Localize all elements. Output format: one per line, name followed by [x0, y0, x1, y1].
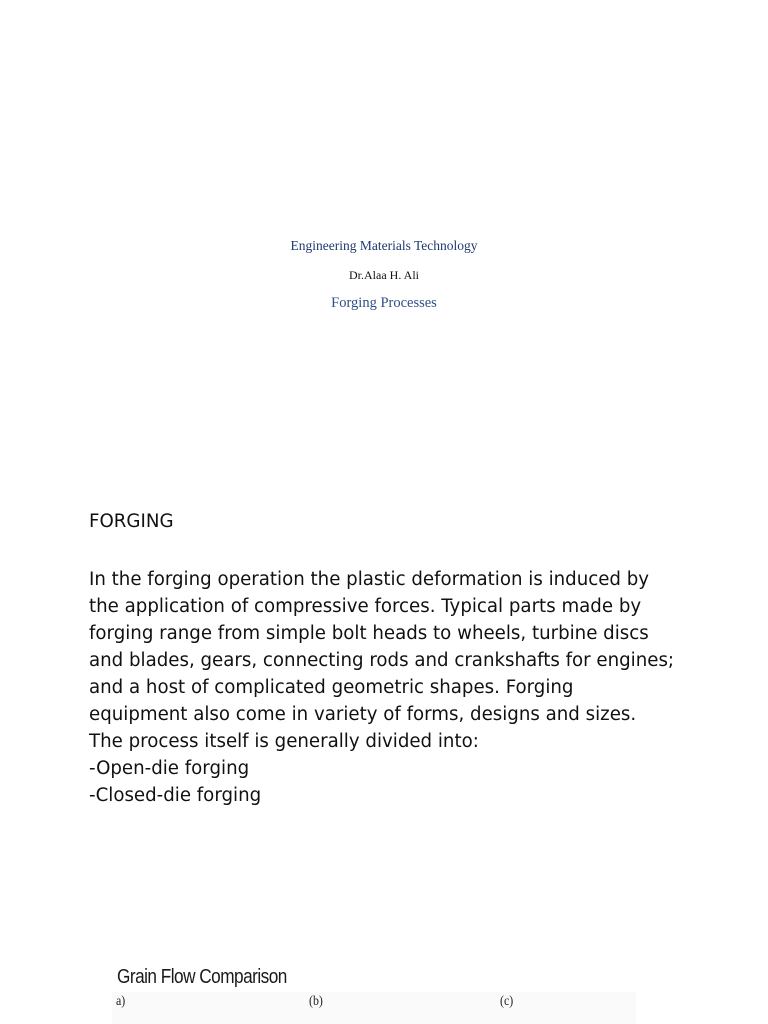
body-line: and a host of complicated geometric shapes. Forging [89, 677, 574, 698]
figure-panel-label-c: (c) [500, 994, 514, 1009]
body-line: equipment also come in variety of forms, designs and sizes. [89, 704, 637, 725]
body-line: In the forging operation the plastic deformation is induced by [89, 569, 650, 590]
body-line: and blades, gears, connecting rods and crankshafts for engines; [89, 650, 675, 671]
lecture-title: Forging Processes [331, 295, 437, 311]
body-line: forging range from simple bolt heads to wheels, turbine discs [89, 623, 649, 644]
author-name: Dr.Alaa H. Ali [349, 268, 419, 282]
list-item-open-die: -Open-die forging [89, 758, 250, 779]
list-item-closed-die: -Closed-die forging [89, 785, 262, 806]
figure-panel-label-b: (b) [309, 994, 323, 1009]
figure-panel-label-a: a) [116, 994, 126, 1009]
figure-title: Grain Flow Comparison [117, 966, 287, 988]
course-title: Engineering Materials Technology [290, 238, 478, 253]
section-heading: FORGING [89, 511, 174, 532]
body-line: the application of compressive forces. Typical parts made by [89, 596, 642, 617]
body-paragraph [89, 566, 729, 809]
body-line: The process itself is generally divided into: [89, 731, 479, 752]
figure-image-area [112, 992, 636, 1024]
